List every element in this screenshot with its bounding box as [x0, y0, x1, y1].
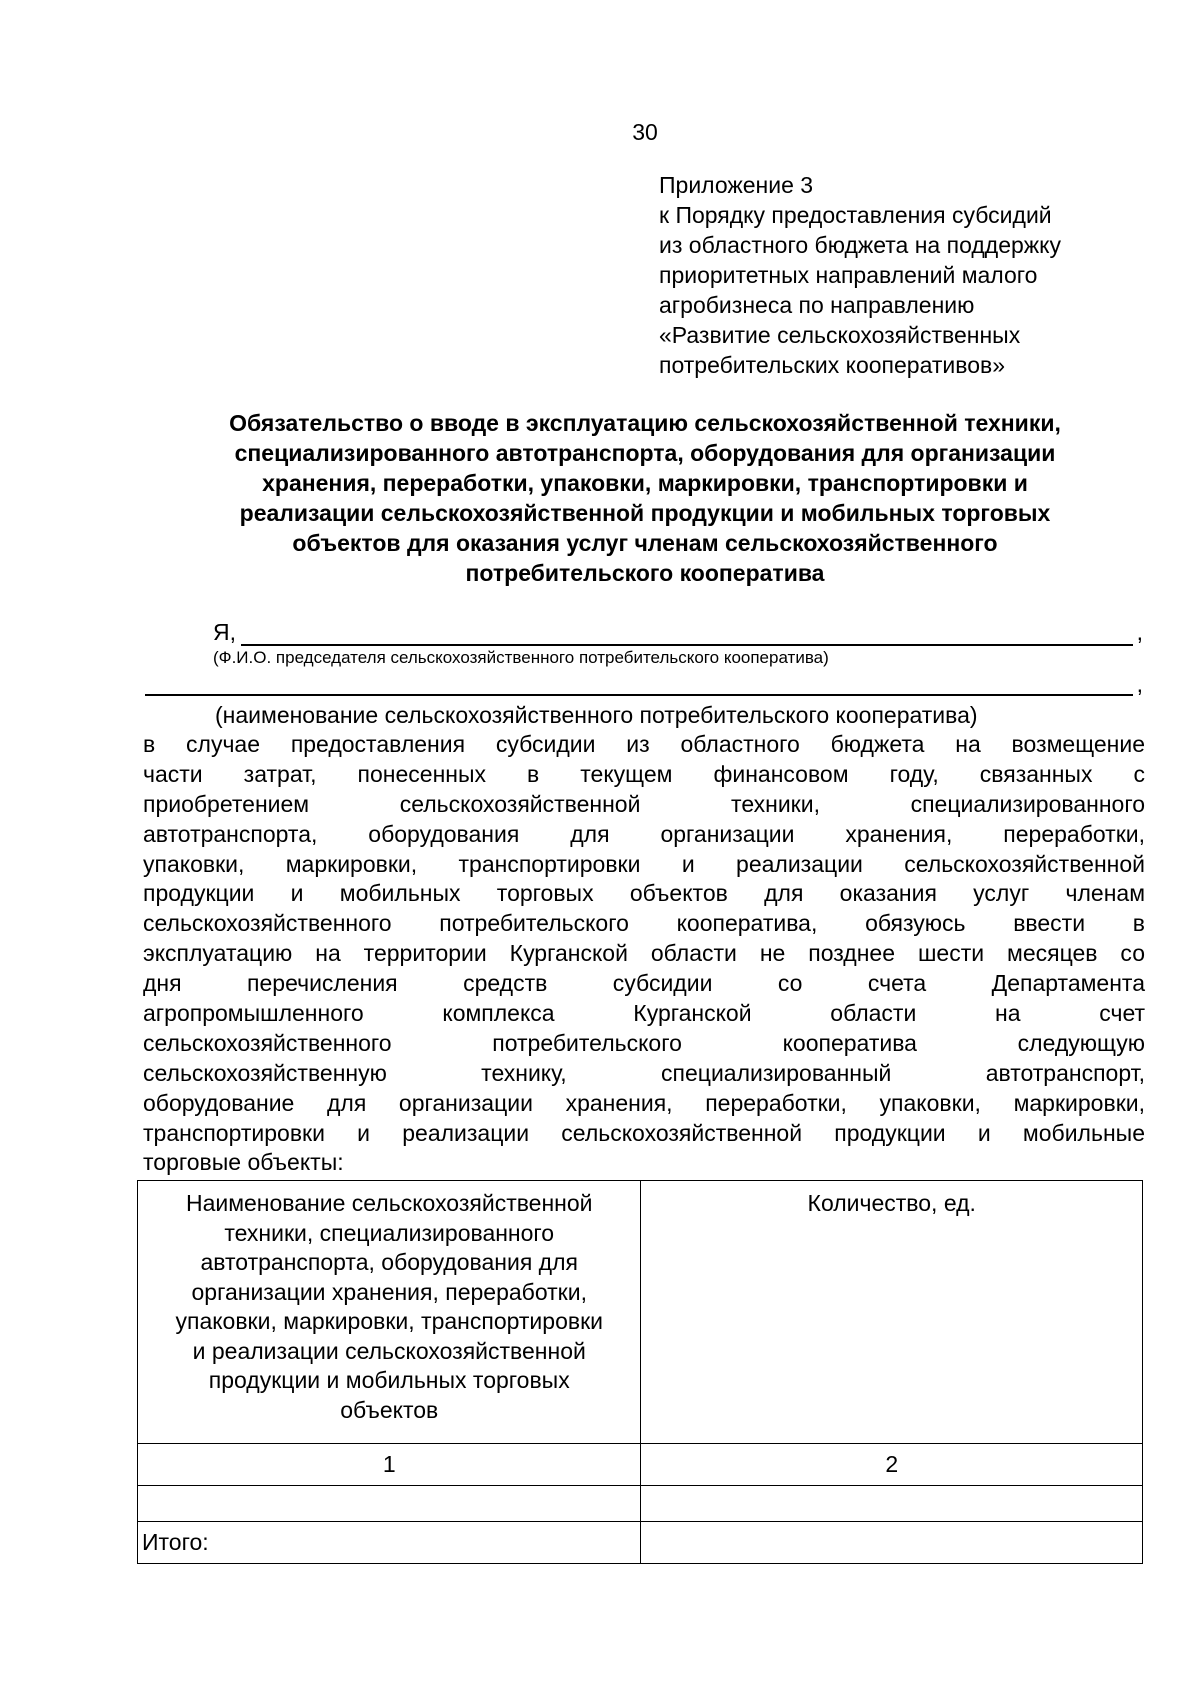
commitment-text: [143, 730, 1145, 1178]
body-line: сельскохозяйственного потребительского кооператива следующую: [143, 1029, 1145, 1056]
body-line: в случае предоставления субсидии из областного бюджета на возмещение: [143, 731, 1145, 757]
header-name-line: и реализации сельскохозяйственной: [192, 1337, 586, 1364]
fio-underline[interactable]: [241, 644, 1133, 646]
title-line: объектов для оказания услуг членам сельскохозяйственного: [292, 530, 998, 556]
body-line: агропромышленного комплекса Курганской области на счет: [143, 1000, 1145, 1027]
column-number-row: [138, 1444, 1143, 1486]
appendix-line: Приложение 3: [659, 172, 814, 198]
header-quantity-cell: Количество, ед.: [641, 1181, 1143, 1444]
title-line: реализации сельскохозяйственной продукции и мобильных торговых: [239, 500, 1051, 526]
fio-field[interactable]: [213, 617, 1143, 649]
header-name-line: продукции и мобильных торговых: [208, 1367, 570, 1393]
body-line: приобретением сельскохозяйственной техники, специализированного: [143, 790, 1145, 817]
body-line: сельскохозяйственного потребительского кооператива, обязуюсь ввести в: [143, 910, 1145, 937]
title-line: потребительского кооператива: [465, 560, 825, 586]
title-line: специализированного автотранспорта, оборудования для организации: [234, 440, 1056, 466]
total-value-cell[interactable]: [641, 1522, 1143, 1564]
appendix-note: [659, 170, 1159, 380]
equipment-table: [137, 1180, 1143, 1564]
body-line: эксплуатацию на территории Курганской области не позднее шести месяцев со: [143, 940, 1145, 967]
appendix-line: «Развитие сельскохозяйственных: [659, 322, 1021, 348]
header-name-line: Наименование сельскохозяйственной: [185, 1190, 593, 1216]
title-line: хранения, переработки, упаковки, маркировки, транспортировки и: [262, 470, 1028, 496]
page-number: 30: [632, 119, 658, 145]
header-name-line: автотранспорта, оборудования для: [200, 1249, 578, 1275]
body-line: продукции и мобильных торговых объектов для оказания услуг членам: [143, 880, 1145, 907]
header-name-line: упаковки, маркировки, транспортировки: [175, 1308, 603, 1334]
body-line: автотранспорта, оборудования для организации хранения, переработки,: [143, 820, 1145, 847]
header-name-line: организации хранения, переработки,: [191, 1278, 587, 1305]
title-line: Обязательство о вводе в эксплуатацию сельскохозяйственной техники,: [229, 410, 1061, 436]
body-line: дня перечисления средств субсидии со счета Департамента: [143, 970, 1145, 997]
appendix-line: приоритетных направлений малого: [659, 262, 1038, 288]
header-name-line: техники, специализированного: [224, 1219, 555, 1246]
fio-caption: (Ф.И.О. председателя сельскохозяйственного потребительского кооператива): [213, 648, 829, 667]
column-number-2: 2: [641, 1444, 1143, 1486]
organization-underline[interactable]: [145, 694, 1133, 696]
column-number-1: 1: [138, 1444, 641, 1486]
equipment-quantity-cell[interactable]: [641, 1486, 1143, 1522]
body-line: части затрат, понесенных в текущем финансовом году, связанных с: [143, 760, 1145, 787]
body-line: упаковки, маркировки, транспортировки и реализации сельскохозяйственной: [143, 850, 1145, 877]
fio-prefix: Я,: [213, 619, 236, 645]
appendix-line: агробизнеса по направлению: [659, 292, 975, 318]
appendix-line: потребительских кооперативов»: [659, 352, 1005, 378]
total-label-cell: Итого:: [138, 1522, 641, 1564]
organization-comma: ,: [1136, 671, 1143, 697]
body-line: оборудование для организации хранения, переработки, упаковки, маркировки,: [143, 1089, 1145, 1116]
header-name-line: объектов: [340, 1396, 439, 1423]
document-title: [150, 408, 1140, 588]
body-line: транспортировки и реализации сельскохозяйственной продукции и мобильные: [143, 1119, 1145, 1146]
organization-caption: (наименование сельскохозяйственного потребительского кооператива): [215, 702, 978, 728]
fio-comma: ,: [1136, 619, 1143, 645]
body-line: сельскохозяйственную технику, специализированный автотранспорт,: [143, 1059, 1145, 1086]
body-line: торговые объекты:: [143, 1149, 344, 1176]
appendix-line: к Порядку предоставления субсидий: [659, 202, 1052, 228]
table-header-row: [138, 1181, 1143, 1444]
total-row: [138, 1522, 1143, 1564]
appendix-line: из областного бюджета на поддержку: [659, 232, 1061, 258]
equipment-name-cell[interactable]: [138, 1486, 641, 1522]
table-row: [138, 1486, 1143, 1522]
header-name-cell: [138, 1181, 641, 1444]
